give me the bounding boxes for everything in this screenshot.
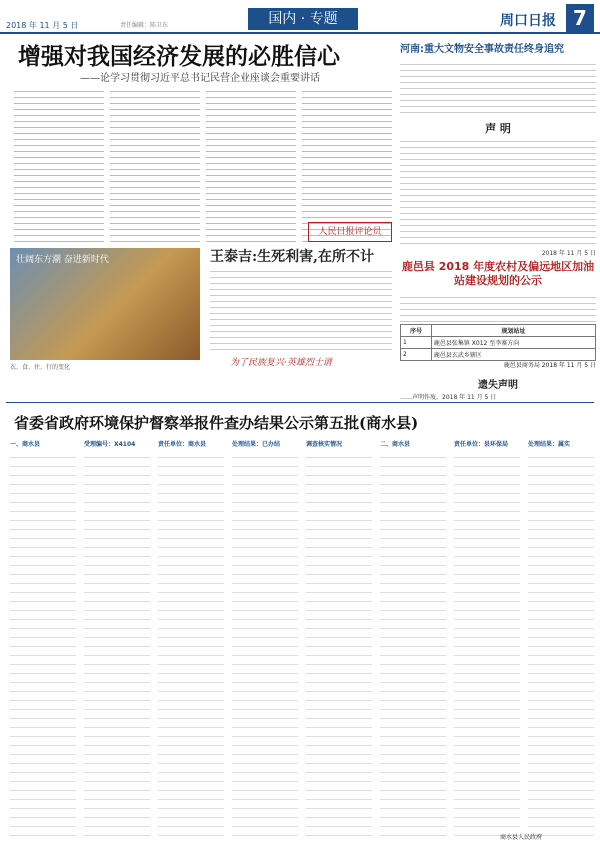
column-heading: 责任单位：商水县	[158, 440, 224, 449]
column-heading: 二、商水县	[380, 440, 446, 449]
section-title: 国内 · 专题	[248, 8, 358, 30]
right-news-body	[400, 59, 596, 117]
column-heading: 处理结果：属实	[528, 440, 594, 449]
column-heading: 处理结果：已办结	[232, 440, 298, 449]
column	[10, 440, 76, 840]
lead-headline: 增强对我国经济发展的必胜信心	[18, 43, 340, 70]
column	[454, 440, 520, 840]
feature-body	[210, 266, 392, 354]
lost-text: ……声明作废。2018 年 11 月 5 日	[400, 394, 497, 401]
right-news-title: 河南:重大文物安全事故责任终身追究	[400, 44, 564, 55]
column-heading: 受理编号：X4104	[84, 440, 150, 449]
photo-caption: 壮阔东方潮 奋进新时代	[16, 255, 109, 265]
news-photo	[10, 248, 200, 360]
countryside-body	[400, 292, 596, 322]
feature-slogan: 为了民族复兴·英雄烈士谱	[230, 358, 332, 368]
editor-note: 责任编辑：陈卫东	[120, 22, 169, 29]
table-cell: 2	[401, 349, 432, 361]
photo-credit: 衣、食、住、行的变化	[10, 364, 71, 371]
column-heading: 一、商水县	[10, 440, 76, 449]
column	[232, 440, 298, 840]
notice-title: 声 明	[485, 122, 511, 135]
table-header: 规划站址	[431, 325, 595, 337]
column	[158, 440, 224, 840]
table-cell: 鹿邑县玄武乡辖区	[431, 349, 595, 361]
column	[380, 440, 446, 840]
right-news	[400, 40, 596, 117]
page-header	[0, 0, 600, 34]
notice-body	[400, 136, 596, 246]
table-cell: 鹿邑县张集镇 X012 至李寨方向	[431, 337, 595, 349]
newspaper-brand: 周口日报	[500, 13, 556, 29]
page-number: 7	[566, 4, 594, 32]
countryside-title: 鹿邑县 2018 年度农村及偏远地区加油站建设规划的公示	[401, 260, 595, 287]
bottom-headline: 省委省政府环境保护督察举报件查办结果公示第五批(商水县)	[14, 414, 419, 432]
commentator-stamp: 人民日报评论员	[308, 222, 392, 242]
divider	[6, 402, 594, 403]
plan-table	[400, 324, 596, 361]
column	[528, 440, 594, 840]
table-cell: 1	[401, 337, 432, 349]
table-sign: 鹿邑县商务局 2018 年 11 月 5 日	[503, 362, 596, 369]
column	[306, 440, 372, 840]
lost-title: 遗失声明	[478, 380, 518, 391]
column-heading: 调查核实情况	[306, 440, 372, 449]
lead-subtitle: ——论学习贯彻习近平总书记民营企业座谈会重要讲话	[80, 73, 320, 84]
table-row	[401, 349, 596, 361]
feature-headline: 王泰吉:生死利害,在所不计	[210, 249, 375, 265]
column	[84, 440, 150, 840]
table-row	[401, 337, 596, 349]
table-header: 序号	[401, 325, 432, 337]
column-heading: 责任单位：县环保局	[454, 440, 520, 449]
notice-sign: 2018 年 11 月 5 日	[541, 250, 596, 257]
issue-date: 2018 年 11 月 5 日	[6, 21, 79, 30]
bottom-columns	[10, 440, 594, 840]
bottom-sign: 商水县人民政府	[500, 834, 543, 841]
